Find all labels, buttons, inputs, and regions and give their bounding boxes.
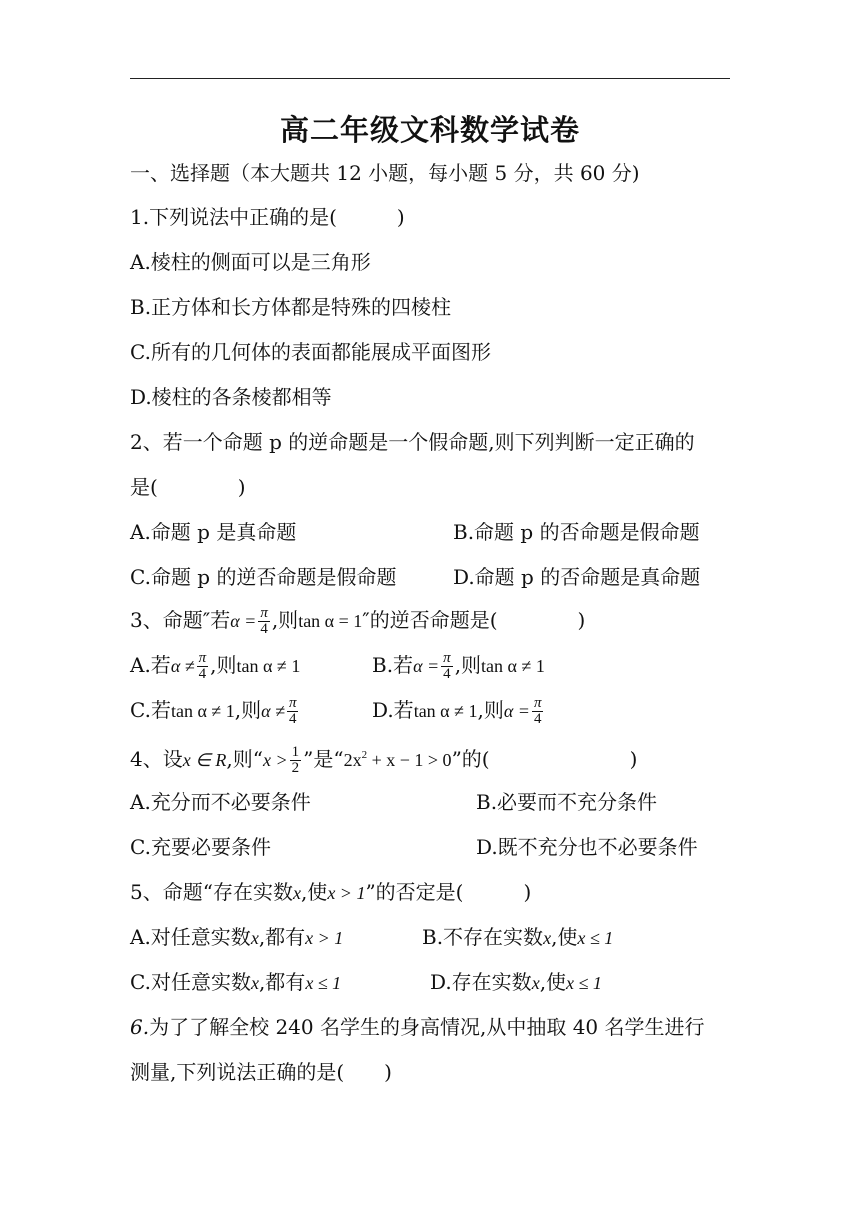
- option-text: B.不存在实数: [422, 925, 544, 949]
- q4-stem: [130, 741, 637, 776]
- section-heading: 一、选择题（本大题共 12 小题，每小题 5 分，共 60 分): [130, 161, 640, 185]
- q6-stem-line1: [130, 1013, 705, 1041]
- formula: x ≤ 1: [305, 973, 342, 993]
- fraction: [532, 696, 544, 727]
- q4-option-b: B.必要而不充分条件: [476, 790, 658, 814]
- option-text: C.对任意实数: [130, 970, 251, 994]
- q4-option-a: A.充分而不必要条件: [130, 790, 311, 814]
- formula: x ≤ 1: [577, 928, 614, 948]
- formula: α =: [413, 656, 440, 676]
- fraction-denominator: 2: [291, 760, 300, 776]
- fraction-denominator: 4: [260, 621, 268, 637]
- q3-option-c: [130, 696, 300, 727]
- q4-text: ”的( ): [451, 747, 638, 771]
- formula-quadratic: [344, 750, 452, 770]
- formula: x: [250, 973, 259, 993]
- q3-fraction: [258, 606, 270, 637]
- formula: x: [543, 928, 552, 948]
- q5-option-b: [422, 923, 613, 952]
- option-text: ,使: [539, 970, 567, 994]
- q3-formula-tan: tan α = 1: [298, 611, 363, 631]
- q6-stem-line2: 测量,下列说法正确的是( ): [130, 1060, 392, 1084]
- option-text: D.存在实数: [430, 970, 532, 994]
- fraction: [197, 651, 209, 682]
- q2-option-b: B.命题 p 的否命题是假命题: [453, 520, 700, 544]
- q5-text: ,使: [300, 880, 328, 904]
- formula: x > 1: [305, 928, 344, 948]
- option-text: ,使: [551, 925, 578, 949]
- q3-text: ″的逆否命题是( ): [362, 608, 586, 632]
- q3-text: 3、命题″若: [130, 608, 231, 632]
- option-text: ,都有: [258, 925, 306, 949]
- option-text: ,则: [210, 653, 237, 677]
- fraction-one-half: [290, 745, 302, 776]
- q4-text: 4、设: [130, 747, 183, 771]
- q1-option-c: C.所有的几何体的表面都能展成平面图形: [130, 340, 491, 364]
- fraction-numerator: 1: [291, 744, 300, 760]
- option-text: ,则: [234, 698, 262, 722]
- q1-stem: 1.下列说法中正确的是( ): [130, 205, 405, 229]
- q2-stem-line1: 2、若一个命题 p 的逆命题是一个假命题,则下列判断一定正确的: [130, 430, 695, 454]
- q6-text: 为了了解全校 240 名学生的身高情况,从中抽取 40 名学生进行: [149, 1015, 705, 1039]
- formula: tan α ≠ 1: [236, 656, 301, 676]
- q5-option-c: [130, 968, 341, 997]
- q5-option-d: [430, 968, 602, 997]
- q5-text: ”的否定是( ): [365, 880, 532, 904]
- option-text: B.若: [372, 653, 414, 677]
- fraction-denominator: 4: [288, 711, 297, 727]
- q4-option-c: C.充要必要条件: [130, 835, 271, 859]
- q2-option-c: C.命题 p 的逆否命题是假命题: [130, 565, 397, 589]
- q5-option-a: [130, 923, 343, 952]
- formula: tan α ≠ 1: [413, 701, 478, 721]
- fraction-numerator: π: [288, 695, 297, 711]
- q1-option-b: B.正方体和长方体都是特殊的四棱柱: [130, 295, 452, 319]
- fraction: [441, 651, 453, 682]
- question-number: 6.: [130, 1015, 150, 1039]
- formula-part: 2x: [343, 750, 362, 770]
- formula: x ≤ 1: [566, 973, 602, 993]
- q3-option-b: [372, 651, 545, 682]
- option-text: C.若: [130, 698, 171, 722]
- q4-text: ,则“: [226, 747, 263, 771]
- formula: α ≠: [261, 701, 285, 721]
- formula: α ≠: [170, 656, 195, 676]
- option-text: ,则: [454, 653, 482, 677]
- fraction-denominator: 4: [443, 666, 451, 682]
- q2-stem-line2: 是( ): [130, 475, 246, 499]
- header-rule: [130, 78, 730, 79]
- formula: x > 1: [327, 883, 366, 903]
- q4-text: ”是“: [303, 747, 344, 771]
- option-text: A.若: [130, 653, 171, 677]
- formula: α =: [503, 701, 530, 721]
- fraction-numerator: π: [198, 650, 207, 666]
- fraction-numerator: π: [260, 605, 268, 621]
- fraction-denominator: 4: [533, 711, 542, 727]
- q3-text: ,则: [271, 608, 299, 632]
- q5-stem: [130, 878, 531, 907]
- formula: tan α ≠ 1: [481, 656, 545, 676]
- page-title: 高二年级文科数学试卷: [279, 113, 580, 147]
- q2-option-d: D.命题 p 的否命题是真命题: [453, 565, 701, 589]
- formula: x: [292, 883, 301, 903]
- q3-option-a: [130, 651, 300, 682]
- q1-option-d: D.棱柱的各条棱都相等: [130, 385, 332, 409]
- q1-option-a: A.棱柱的侧面可以是三角形: [130, 250, 371, 274]
- option-text: D.若: [372, 698, 414, 722]
- q4-option-d: D.既不充分也不必要条件: [476, 835, 698, 859]
- fraction-numerator: π: [443, 650, 451, 666]
- formula-part: + x − 1 > 0: [367, 750, 452, 770]
- q2-option-a: A.命题 p 是真命题: [130, 520, 297, 544]
- formula: x ∈ R: [182, 750, 227, 770]
- option-text: ,都有: [258, 970, 306, 994]
- formula: tan α ≠ 1: [170, 701, 235, 721]
- q3-formula-alpha: α =: [230, 611, 257, 631]
- q3-option-d: [372, 696, 545, 727]
- formula: x: [250, 928, 259, 948]
- fraction-denominator: 4: [198, 666, 207, 682]
- q3-stem: [130, 606, 585, 637]
- formula: x: [531, 973, 540, 993]
- option-text: ,则: [477, 698, 504, 722]
- fraction: [287, 696, 299, 727]
- formula: x >: [263, 750, 288, 770]
- formula-exponent: 2: [361, 749, 368, 761]
- fraction-numerator: π: [533, 695, 542, 711]
- option-text: A.对任意实数: [130, 925, 251, 949]
- q5-text: 5、命题“存在实数: [130, 880, 293, 904]
